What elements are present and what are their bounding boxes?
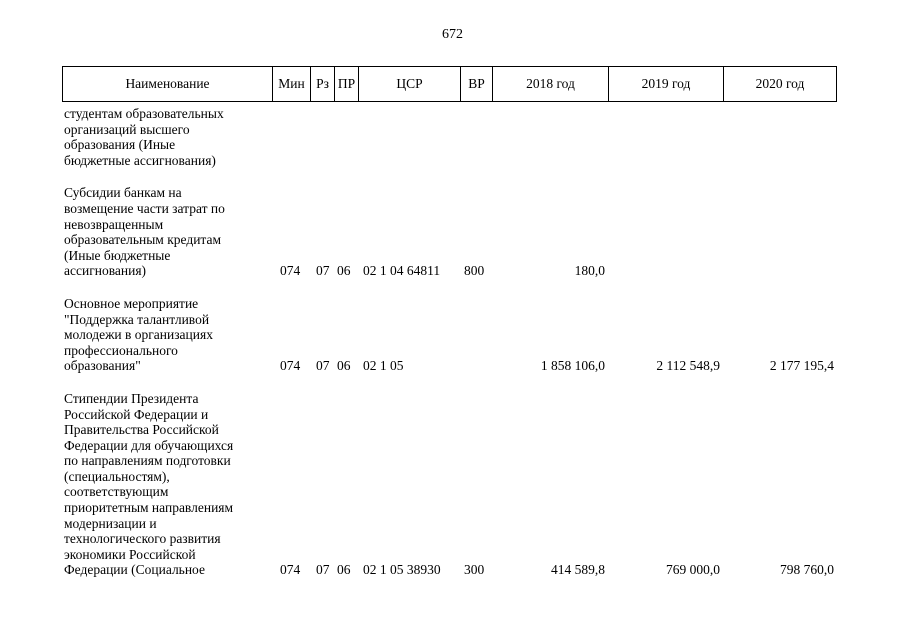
row-name-line: Правительства Российской [64,422,219,438]
row-name-line: Стипендии Президента [64,390,199,406]
row-name-line: молодежи в организациях [64,327,213,343]
cell-2020: 798 760,0 [780,562,834,578]
row-name-line: Федерации (Социальное [64,562,205,578]
row-name-line: организаций высшего [64,121,190,137]
table-row [62,391,837,578]
cell-2019: 769 000,0 [666,562,720,578]
row-name-line: Основное мероприятие [64,295,199,311]
cell-pr: 06 [337,263,351,279]
row-name-line: студентам образовательных [64,106,224,121]
row-name-line: Субсидии банкам на [64,185,182,201]
header-rz: Рз [310,66,334,102]
table-row [62,296,837,374]
table-row [62,106,837,168]
row-name-line: образовательным кредитам [64,232,222,248]
table-header [62,66,837,102]
table-row [62,185,837,279]
cell-2019: 2 112 548,9 [656,358,720,374]
cell-2018: 1 858 106,0 [540,358,605,374]
cell-vr: 300 [464,562,485,578]
cell-min: 074 [280,358,301,374]
cell-csr: 02 1 05 [363,358,404,374]
row-name-line: экономики Российской [64,546,196,562]
header-csr: ЦСР [358,66,460,102]
row-name-line: образования (Иные [64,137,176,153]
header-pr: ПР [334,66,358,102]
row-name-line: невозвращенным [64,216,164,232]
cell-2018: 180,0 [574,263,605,279]
header-vr: ВР [460,66,492,102]
cell-2018: 414 589,8 [551,562,605,578]
row-name-line: "Поддержка талантливой [64,311,210,327]
row-name-line: профессионального [64,342,178,358]
row-name-line: возмещение части затрат по [64,200,225,216]
page-number: 672 [442,27,463,42]
row-name-line: (специальностям), [64,468,170,484]
row-name [62,106,272,168]
row-name-line: приоритетным направлениям [64,500,234,516]
cell-pr: 06 [337,562,351,578]
row-name-line: ассигнования) [64,263,147,279]
cell-rz: 07 [316,358,330,374]
row-name-line: образования" [64,358,141,374]
row-name-line: по направлениям подготовки [64,453,231,469]
row-name [62,185,272,279]
header-name: Наименование [62,66,272,102]
row-name-line: (Иные бюджетные [64,247,171,263]
row-name [62,391,272,578]
header-2018: 2018 год [492,66,608,102]
row-name [62,296,272,374]
cell-vr: 800 [464,263,485,279]
row-name-line: бюджетные ассигнования) [64,152,216,168]
cell-csr: 02 1 04 64811 [363,263,441,279]
cell-pr: 06 [337,358,351,374]
cell-min: 074 [280,263,301,279]
cell-2020: 2 177 195,4 [769,358,834,374]
header-2020: 2020 год [723,66,837,102]
cell-csr: 02 1 05 38930 [363,562,441,578]
header-min: Мин [272,66,310,102]
header-2019: 2019 год [608,66,723,102]
row-name-line: соответствующим [64,484,169,500]
row-name-line: Федерации для обучающихся [64,437,234,453]
row-name-line: модернизации и [64,515,157,531]
row-name-line: технологического развития [64,531,221,547]
budget-table [62,66,837,578]
row-name-line: Российской Федерации и [64,406,209,422]
cell-rz: 07 [316,562,330,578]
cell-min: 074 [280,562,301,578]
cell-rz: 07 [316,263,330,279]
